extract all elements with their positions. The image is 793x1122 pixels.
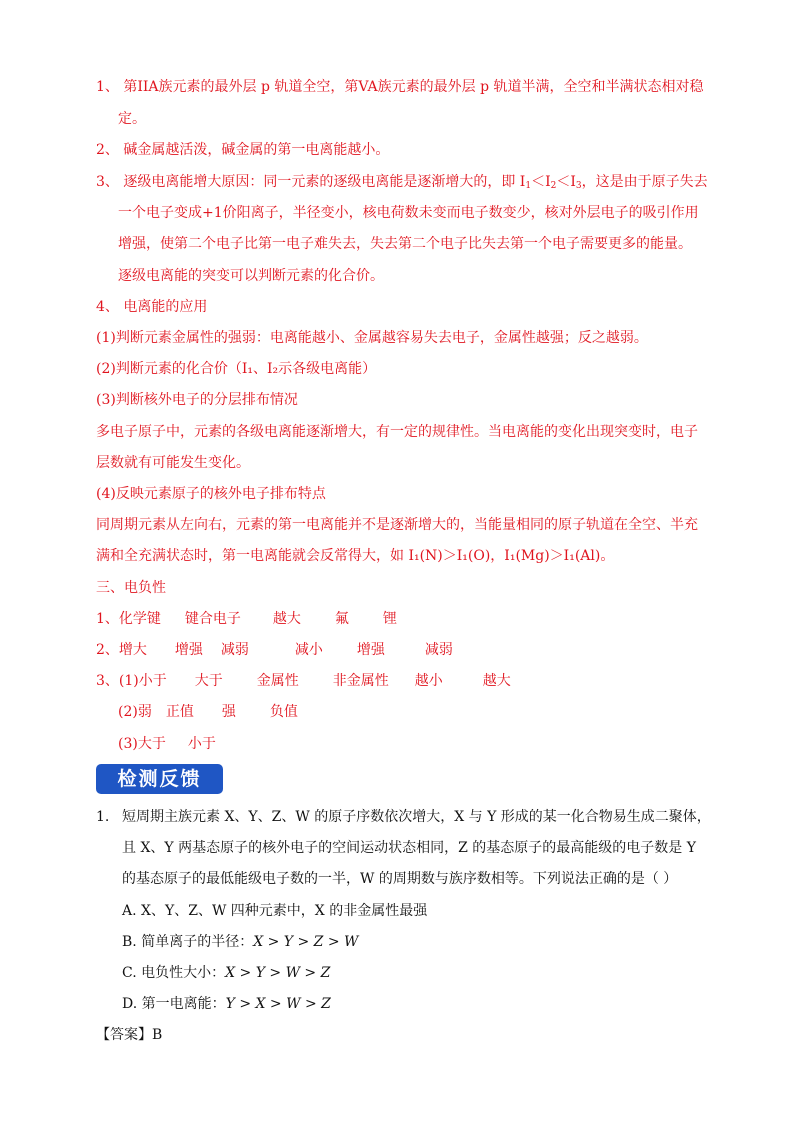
- application-4-line-b: 满和全充满状态时，第一电离能就会反常得大，如 I₁(N)＞I₁(O)，I₁(Mg)＞I₁(Al)。: [96, 548, 615, 564]
- ans-1-1: 键合电子: [184, 611, 241, 627]
- note-3-text-a: 3、 逐级电离能增大原因：同一元素的逐级电离能是逐渐增大的，即 I: [96, 174, 526, 190]
- note-1-line-a: 1、 第IIA族元素的最外层 p 轨道全空，第VA族元素的最外层 p 轨道半满，全空和半满状态相对稳: [96, 79, 704, 95]
- ans-3c-0: (3)大于: [118, 736, 166, 752]
- ans-2-0: 2、增大: [96, 642, 147, 658]
- ans-3b-1: 正值: [165, 704, 194, 720]
- ans-2-4: 增强: [356, 642, 385, 658]
- option-d-expr: Y > X > W > Z: [225, 996, 331, 1012]
- application-2: (2)判断元素的化合价（I₁、I₂示各级电离能）: [96, 361, 377, 377]
- answer-row-2: [96, 640, 453, 660]
- option-b: [122, 932, 358, 952]
- ans-1-3: 氟: [334, 611, 349, 627]
- question-line-1: 短周期主族元素 X、Y、Z、W 的原子序数依次增大，X 与 Y 形成的某一化合物易生成二聚体，: [122, 809, 711, 825]
- section-3-heading: 三、电负性: [96, 580, 166, 596]
- question-number: 1.: [96, 809, 110, 825]
- ans-2-3: 减小: [294, 642, 323, 658]
- ans-3-4: 越小: [414, 673, 443, 689]
- question-line-3: 的基态原子的最低能级电子数的一半，W 的周期数与族序数相等。下列说法正确的是（ ）: [122, 871, 678, 887]
- ans-1-0: 1、化学键: [96, 611, 161, 627]
- ans-3-0: 3、(1)小于: [96, 673, 167, 689]
- option-c: [122, 963, 330, 983]
- ans-2-2: 减弱: [220, 642, 249, 658]
- note-3-line-c: 增强，使第二个电子比第一电子难失去，失去第二个电子比失去第一个电子需要更多的能量。: [118, 236, 692, 252]
- answer-row-1: [96, 609, 397, 629]
- application-1: (1)判断元素金属性的强弱：电离能越小、金属越容易失去电子，金属性越强；反之越弱。: [96, 330, 648, 346]
- application-3-line-b: 层数就有可能发生变化。: [96, 455, 250, 471]
- option-b-label: B. 简单离子的半径：: [122, 934, 254, 950]
- application-3: (3)判断核外电子的分层排布情况: [96, 392, 298, 408]
- note-4-heading: 4、 电离能的应用: [96, 299, 208, 315]
- ans-1-4: 锂: [382, 611, 397, 627]
- ans-3-5: 越大: [482, 673, 511, 689]
- answer-row-3c: [118, 734, 216, 754]
- section-badge-check-feedback: 检测反馈: [96, 764, 223, 794]
- ans-3b-3: 负值: [269, 704, 298, 720]
- ans-1-2: 越大: [272, 611, 301, 627]
- option-d: [122, 994, 331, 1014]
- ans-2-1: 增强: [174, 642, 203, 658]
- application-4-line-a: 同周期元素从左向右，元素的第一电离能并不是逐渐增大的，当能量相同的原子轨道在全空、半充: [96, 517, 698, 533]
- ans-3b-2: 强: [221, 704, 236, 720]
- option-a: A. X、Y、Z、W 四种元素中，X 的非金属性最强: [122, 903, 428, 919]
- option-d-label: D. 第一电离能：: [122, 996, 226, 1012]
- answer-label: 【答案】B: [96, 1027, 163, 1043]
- note-3-line-a: 3、 逐级电离能增大原因：同一元素的逐级电离能是逐渐增大的，即 $I_1<I_2<I_3$，这是由于原子失去: [96, 174, 708, 191]
- application-4: (4)反映元素原子的核外电子排布特点: [96, 486, 326, 502]
- note-3-line-b: 一个电子变成+1价阳离子，半径变小，核电荷数未变而电子数变少，核对外层电子的吸引作用: [118, 205, 699, 221]
- option-c-expr: X > Y > W > Z: [225, 965, 331, 981]
- note-3-text-b: ，这是由于原子失去: [581, 174, 708, 190]
- ans-3-1: 大于: [194, 673, 223, 689]
- ans-3-3: 非金属性: [332, 673, 389, 689]
- option-b-expr: X > Y > Z > W: [253, 934, 359, 950]
- ans-2-5: 减弱: [424, 642, 453, 658]
- option-c-label: C. 电负性大小：: [122, 965, 226, 981]
- note-2: 2、 碱金属越活泼，碱金属的第一电离能越小。: [96, 142, 390, 158]
- answer-row-3b: [118, 702, 298, 722]
- question-line-2: 且 X、Y 两基态原子的核外电子的空间运动状态相同，Z 的基态原子的最高能级的电子数是 Y: [122, 840, 696, 856]
- note-1-line-b: 定。: [118, 111, 146, 127]
- answer-row-3: [96, 671, 511, 691]
- ans-3-2: 金属性: [256, 673, 299, 689]
- application-3-line-a: 多电子原子中，元素的各级电离能逐渐增大，有一定的规律性。当电离能的变化出现突变时，电子: [96, 424, 698, 440]
- ans-3b-0: (2)弱: [118, 704, 152, 720]
- note-3-line-d: 逐级电离能的突变可以判断元素的化合价。: [118, 268, 384, 284]
- ans-3c-1: 小于: [187, 736, 216, 752]
